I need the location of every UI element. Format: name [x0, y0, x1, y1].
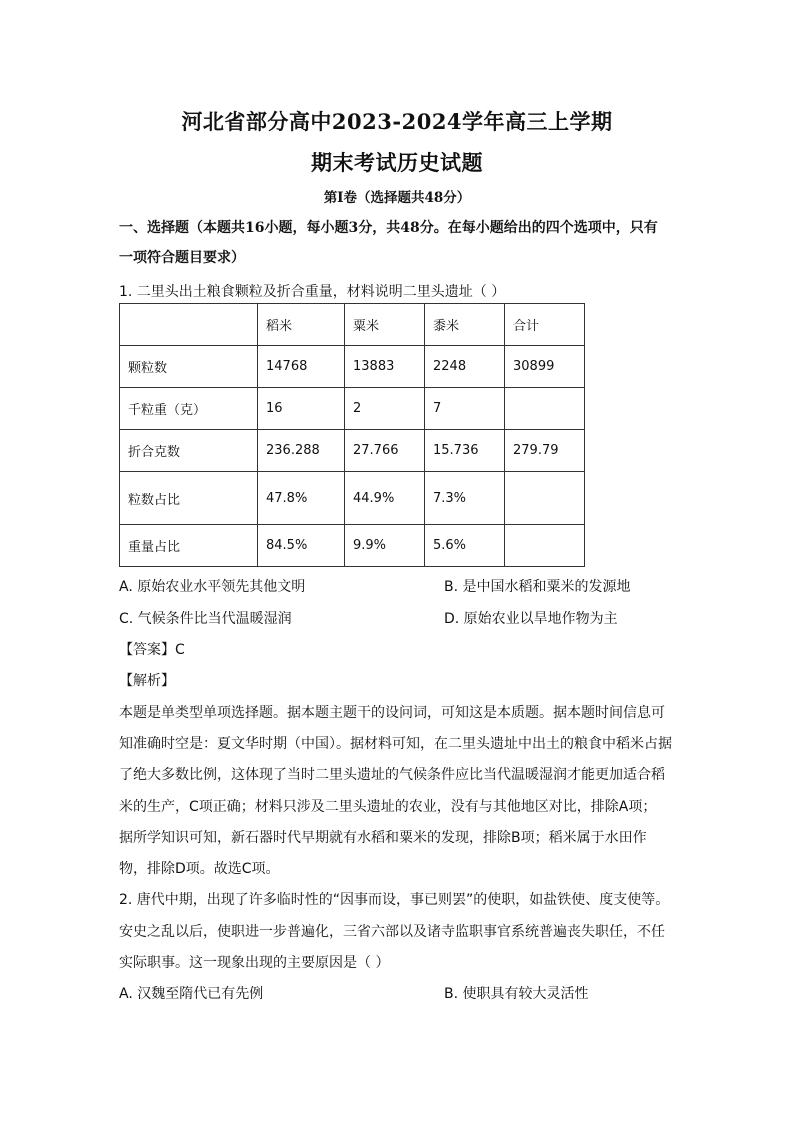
table-cell: 279.79	[505, 430, 585, 472]
question-2-option-a: A. 汉魏至隋代已有先例	[119, 986, 264, 1002]
table-cell: 粒数占比	[120, 472, 258, 525]
exam-subject-title: 期末考试历史试题	[311, 150, 483, 175]
table-cell: 30899	[505, 346, 585, 388]
question-2-stem: 2. 唐代中期，出现了许多临时性的“因事而设，事已则罢”的使职，如盐铁使、度支使等。	[119, 892, 670, 908]
table-header: 合计	[505, 304, 585, 346]
table-cell	[505, 472, 585, 525]
question-1-option-b: B. 是中国水稻和粟米的发源地	[444, 579, 631, 595]
table-row	[120, 388, 585, 430]
answer-label: 【答案】C	[119, 642, 185, 658]
table-cell: 千粒重（克）	[120, 388, 258, 430]
table-cell: 2248	[425, 346, 505, 388]
question-1-option-a: A. 原始农业水平领先其他文明	[119, 579, 306, 595]
table-cell	[120, 304, 258, 346]
question-1-option-c: C. 气候条件比当代温暖湿润	[119, 611, 292, 627]
question-1-stem: 1. 二里头出土粮食颗粒及折合重量，材料说明二里头遗址（ ）	[119, 284, 506, 300]
table-cell: 9.9%	[345, 525, 425, 567]
question-2-stem-cont: 安史之乱以后，使职进一步普遍化，三省六部以及诸寺监职事官系统普遍丧失职任，不任	[119, 924, 665, 940]
table-cell: 折合克数	[120, 430, 258, 472]
table-cell: 47.8%	[258, 472, 345, 525]
table-cell: 7.3%	[425, 472, 505, 525]
question-2-stem-cont: 实际职事。这一现象出现的主要原因是（ ）	[119, 955, 390, 971]
table-header: 粟米	[345, 304, 425, 346]
table-cell: 27.766	[345, 430, 425, 472]
question-1-option-d: D. 原始农业以旱地作物为主	[444, 611, 618, 627]
table-cell: 14768	[258, 346, 345, 388]
table-cell: 236.288	[258, 430, 345, 472]
volume-label: 第Ⅰ卷（选择题共48分）	[323, 190, 471, 206]
table-cell: 5.6%	[425, 525, 505, 567]
table-header: 稻米	[258, 304, 345, 346]
table-cell: 2	[345, 388, 425, 430]
table-cell: 13883	[345, 346, 425, 388]
table-header-row	[120, 304, 585, 346]
table-cell: 44.9%	[345, 472, 425, 525]
table-cell: 7	[425, 388, 505, 430]
table-cell: 15.736	[425, 430, 505, 472]
section-heading: 一、选择题（本题共16小题，每小题3分，共48分。在每小题给出的四个选项中，只有	[119, 220, 658, 236]
table-cell	[505, 388, 585, 430]
table-cell: 84.5%	[258, 525, 345, 567]
table-row	[120, 472, 585, 525]
analysis-text-line: 知准确时空是：夏文华时期（中国）。据材料可知，在二里头遗址中出土的粮食中稻米占据	[119, 736, 672, 752]
analysis-label: 【解析】	[119, 673, 175, 689]
question-2-option-b: B. 使职具有较大灵活性	[444, 986, 589, 1002]
analysis-text-line: 米的生产，C项正确；材料只涉及二里头遗址的农业，没有与其他地区对比，排除A项；	[119, 799, 657, 815]
table-cell	[505, 525, 585, 567]
table-header: 黍米	[425, 304, 505, 346]
analysis-text-line: 据所学知识可知，新石器时代早期就有水稻和粟米的发现，排除B项；稻米属于水田作	[119, 830, 647, 846]
table-cell: 16	[258, 388, 345, 430]
table-row	[120, 430, 585, 472]
table-cell: 颗粒数	[120, 346, 258, 388]
table-cell: 重量占比	[120, 525, 258, 567]
analysis-text-line: 本题是单类型单项选择题。据本题主题干的设问词，可知这是本质题。据本题时间信息可	[119, 705, 665, 721]
exam-title: 河北省部分高中2023-2024学年高三上学期	[181, 109, 613, 134]
section-heading-cont: 一项符合题目要求）	[119, 250, 245, 266]
table-row	[120, 346, 585, 388]
table-row	[120, 525, 585, 567]
analysis-text-line: 物，排除D项。故选C项。	[119, 861, 280, 877]
analysis-text-line: 了绝大多数比例，这体现了当时二里头遗址的气候条件应比当代温暖湿润才能更加适合稻	[119, 767, 665, 783]
grain-data-table	[119, 303, 585, 567]
